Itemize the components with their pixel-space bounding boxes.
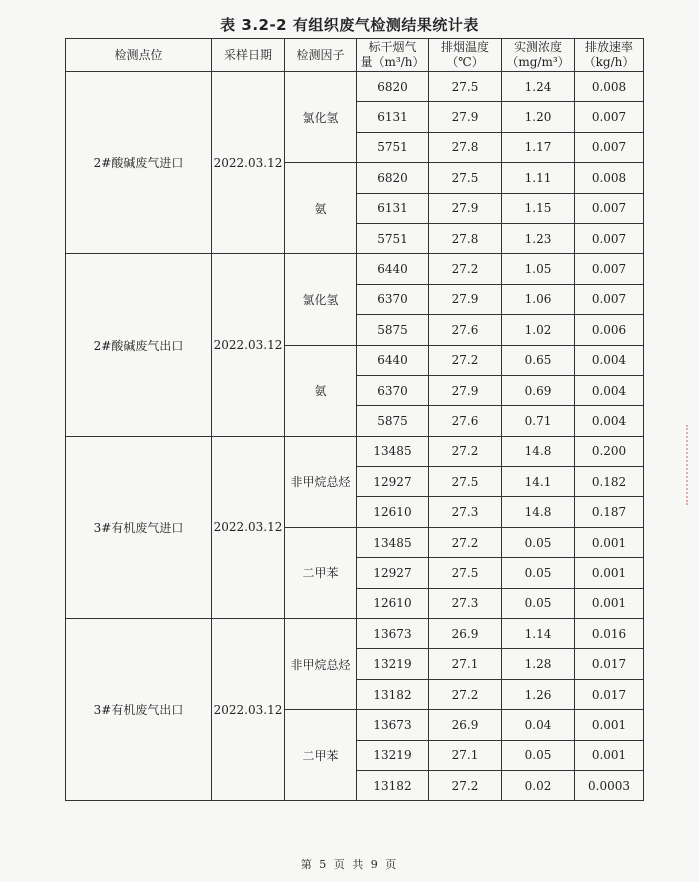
conc-cell: 0.05 (502, 527, 575, 557)
flow-cell: 5875 (357, 406, 429, 436)
conc-cell: 1.15 (502, 193, 575, 223)
seal-stamp-edge (686, 425, 692, 505)
rate-cell: 0.008 (575, 72, 644, 102)
header-rate (575, 39, 644, 72)
rate-cell: 0.007 (575, 132, 644, 162)
conc-cell: 14.8 (502, 436, 575, 466)
header-date: 采样日期 (212, 39, 285, 72)
flow-cell: 12927 (357, 467, 429, 497)
header-conc (502, 39, 575, 72)
table-row (66, 619, 644, 649)
flow-cell: 6370 (357, 284, 429, 314)
flow-cell: 13673 (357, 710, 429, 740)
factor-cell: 氯化氢 (285, 254, 357, 345)
conc-cell: 0.71 (502, 406, 575, 436)
flow-cell: 12927 (357, 558, 429, 588)
table-row (66, 254, 644, 284)
temp-cell: 27.2 (429, 770, 502, 800)
conc-cell: 0.65 (502, 345, 575, 375)
flow-cell: 12610 (357, 588, 429, 618)
rate-cell: 0.007 (575, 193, 644, 223)
conc-cell: 1.02 (502, 315, 575, 345)
flow-cell: 13485 (357, 436, 429, 466)
factor-cell: 氨 (285, 163, 357, 254)
conc-cell: 0.69 (502, 375, 575, 405)
conc-cell: 0.04 (502, 710, 575, 740)
flow-cell: 13182 (357, 770, 429, 800)
factor-cell: 二甲苯 (285, 527, 357, 618)
factor-cell: 氨 (285, 345, 357, 436)
rate-cell: 0.182 (575, 467, 644, 497)
temp-cell: 27.5 (429, 72, 502, 102)
factor-cell: 二甲苯 (285, 710, 357, 801)
rate-cell: 0.017 (575, 679, 644, 709)
flow-cell: 5875 (357, 315, 429, 345)
header-flow (357, 39, 429, 72)
conc-cell: 1.23 (502, 223, 575, 253)
header-row (66, 39, 644, 72)
results-table (65, 38, 644, 801)
conc-cell: 1.05 (502, 254, 575, 284)
table-header (66, 39, 644, 72)
date-cell: 2022.03.12 (212, 254, 285, 436)
header-temp-line1: 排烟温度 (440, 40, 489, 54)
rate-cell: 0.0003 (575, 770, 644, 800)
temp-cell: 27.5 (429, 163, 502, 193)
flow-cell: 6370 (357, 375, 429, 405)
header-factor: 检测因子 (285, 39, 357, 72)
temp-cell: 26.9 (429, 710, 502, 740)
rate-cell: 0.007 (575, 102, 644, 132)
header-temp (429, 39, 502, 72)
rate-cell: 0.008 (575, 163, 644, 193)
point-cell: 3#有机废气进口 (66, 436, 212, 618)
conc-cell: 1.24 (502, 72, 575, 102)
conc-cell: 1.11 (502, 163, 575, 193)
flow-cell: 13219 (357, 649, 429, 679)
rate-cell: 0.004 (575, 375, 644, 405)
temp-cell: 27.5 (429, 467, 502, 497)
point-cell: 3#有机废气出口 (66, 619, 212, 801)
conc-cell: 1.28 (502, 649, 575, 679)
page-number: 第 5 页 共 9 页 (300, 858, 399, 871)
conc-cell: 14.1 (502, 467, 575, 497)
header-rate-line1: 排放速率 (584, 40, 633, 54)
temp-cell: 27.9 (429, 193, 502, 223)
flow-cell: 13673 (357, 619, 429, 649)
rate-cell: 0.001 (575, 527, 644, 557)
conc-cell: 0.05 (502, 588, 575, 618)
point-cell: 2#酸碱废气出口 (66, 254, 212, 436)
temp-cell: 27.9 (429, 375, 502, 405)
flow-cell: 6820 (357, 72, 429, 102)
header-point: 检测点位 (66, 39, 212, 72)
temp-cell: 27.2 (429, 436, 502, 466)
header-conc-line1: 实测浓度 (513, 40, 562, 54)
rate-cell: 0.001 (575, 740, 644, 770)
header-flow-line2: 量（m³/h） (360, 55, 425, 69)
flow-cell: 5751 (357, 223, 429, 253)
rate-cell: 0.001 (575, 558, 644, 588)
table-row (66, 72, 644, 102)
flow-cell: 13219 (357, 740, 429, 770)
factor-cell: 氯化氢 (285, 72, 357, 163)
rate-cell: 0.200 (575, 436, 644, 466)
date-cell: 2022.03.12 (212, 436, 285, 618)
header-conc-line2: （mg/m³） (506, 55, 570, 69)
flow-cell: 13485 (357, 527, 429, 557)
conc-cell: 1.06 (502, 284, 575, 314)
temp-cell: 27.6 (429, 406, 502, 436)
temp-cell: 27.2 (429, 679, 502, 709)
flow-cell: 6440 (357, 345, 429, 375)
temp-cell: 27.2 (429, 254, 502, 284)
flow-cell: 6820 (357, 163, 429, 193)
rate-cell: 0.006 (575, 315, 644, 345)
rate-cell: 0.187 (575, 497, 644, 527)
rate-cell: 0.001 (575, 588, 644, 618)
temp-cell: 27.9 (429, 102, 502, 132)
temp-cell: 27.2 (429, 345, 502, 375)
temp-cell: 27.5 (429, 558, 502, 588)
temp-cell: 27.1 (429, 740, 502, 770)
rate-cell: 0.007 (575, 254, 644, 284)
flow-cell: 13182 (357, 679, 429, 709)
conc-cell: 1.20 (502, 102, 575, 132)
conc-cell: 14.8 (502, 497, 575, 527)
temp-cell: 27.2 (429, 527, 502, 557)
conc-cell: 1.14 (502, 619, 575, 649)
rate-cell: 0.016 (575, 619, 644, 649)
temp-cell: 26.9 (429, 619, 502, 649)
header-rate-line2: （kg/h） (583, 55, 635, 69)
date-cell: 2022.03.12 (212, 619, 285, 801)
conc-cell: 0.02 (502, 770, 575, 800)
temp-cell: 27.9 (429, 284, 502, 314)
conc-cell: 1.17 (502, 132, 575, 162)
flow-cell: 6131 (357, 193, 429, 223)
flow-cell: 6440 (357, 254, 429, 284)
header-temp-line2: （℃） (446, 55, 484, 69)
flow-cell: 6131 (357, 102, 429, 132)
table-body (66, 72, 644, 801)
flow-cell: 12610 (357, 497, 429, 527)
header-flow-line1: 标干烟气 (368, 40, 417, 54)
rate-cell: 0.001 (575, 710, 644, 740)
flow-cell: 5751 (357, 132, 429, 162)
table-title: 表 3.2-2 有组织废气检测结果统计表 (220, 16, 479, 34)
rate-cell: 0.004 (575, 345, 644, 375)
rate-cell: 0.017 (575, 649, 644, 679)
date-cell: 2022.03.12 (212, 72, 285, 254)
rate-cell: 0.007 (575, 223, 644, 253)
temp-cell: 27.6 (429, 315, 502, 345)
table-row (66, 436, 644, 466)
temp-cell: 27.3 (429, 588, 502, 618)
factor-cell: 非甲烷总烃 (285, 619, 357, 710)
conc-cell: 0.05 (502, 558, 575, 588)
temp-cell: 27.3 (429, 497, 502, 527)
conc-cell: 0.05 (502, 740, 575, 770)
temp-cell: 27.1 (429, 649, 502, 679)
factor-cell: 非甲烷总烃 (285, 436, 357, 527)
rate-cell: 0.004 (575, 406, 644, 436)
conc-cell: 1.26 (502, 679, 575, 709)
point-cell: 2#酸碱废气进口 (66, 72, 212, 254)
temp-cell: 27.8 (429, 132, 502, 162)
rate-cell: 0.007 (575, 284, 644, 314)
temp-cell: 27.8 (429, 223, 502, 253)
